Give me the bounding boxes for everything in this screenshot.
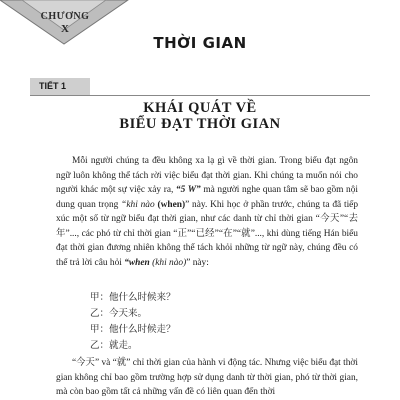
paragraph1-when: (when) — [157, 199, 186, 210]
body-paragraph-1 — [56, 154, 358, 270]
paragraph1-part-b: mà người nghe quan tâm sẽ bao gồm nội dung quan trọng — [56, 185, 359, 210]
chapter-label: CHƯƠNG — [40, 11, 90, 22]
paragraph1-part-a: Mỗi người chúng ta đều không xa lạ gì về thời gian. Trong biểu đạt ngôn ngữ luôn không thể tách rời việc biểu đạt thời gian. Khi chúng ta muốn nói cho người khác một sự việc xảy ra, — [56, 156, 358, 195]
chapter-number: X — [61, 23, 69, 35]
dialog-line-3: 甲：他什么时候走？ — [90, 324, 176, 335]
section-rule — [30, 95, 370, 96]
dialog-line-4: 乙：就走。 — [90, 340, 138, 351]
paragraph1-khi-nao: “khi nào — [121, 199, 155, 210]
paragraph1-when-question: “when — [124, 257, 150, 268]
section-header — [30, 78, 370, 96]
paragraph1-khi-nao-question: (khi nào) — [152, 257, 187, 268]
section-title-line2: BIỂU ĐẠT THỜI GIAN — [119, 116, 281, 132]
dialog-line-1: 甲：他什么时候来？ — [90, 292, 176, 303]
page-title: THỜI GIAN — [153, 34, 247, 52]
paragraph2-text: “今天” và “就” chỉ thời gian của hành vi động tác. Nhưng việc biểu đạt thời gian không chỉ bao gồm trường hợp sử dụng danh từ thời gian, phó từ thời gian, mà còn bao gồm tất cả những vấn đề có liên quan đến thời — [56, 358, 358, 397]
section-label: TIẾT 1 — [39, 81, 67, 91]
section-title-line1: KHÁI QUÁT VỀ — [143, 100, 257, 116]
body-paragraph-2 — [56, 356, 358, 400]
dialog-line-2: 乙：今天来。 — [90, 308, 148, 319]
paragraph1-five-w: “5 W” — [175, 185, 201, 195]
paragraph1-part-c: ” này. Khi học ở phần trước, chúng ta đã tiếp xúc một số từ ngữ biểu đạt thời gian, như các danh từ chỉ thời gian “今天”“去年”..., các phó từ chỉ thời gian “正”“已经”“在”“就”..., khi dùng tiếng Hán biểu đạt thời gian đương nhiên không thể tách khỏi những từ ngữ này, chúng đều có thể trả lời câu hỏi — [56, 199, 359, 268]
paragraph1-part-d: ” này: — [186, 257, 209, 268]
